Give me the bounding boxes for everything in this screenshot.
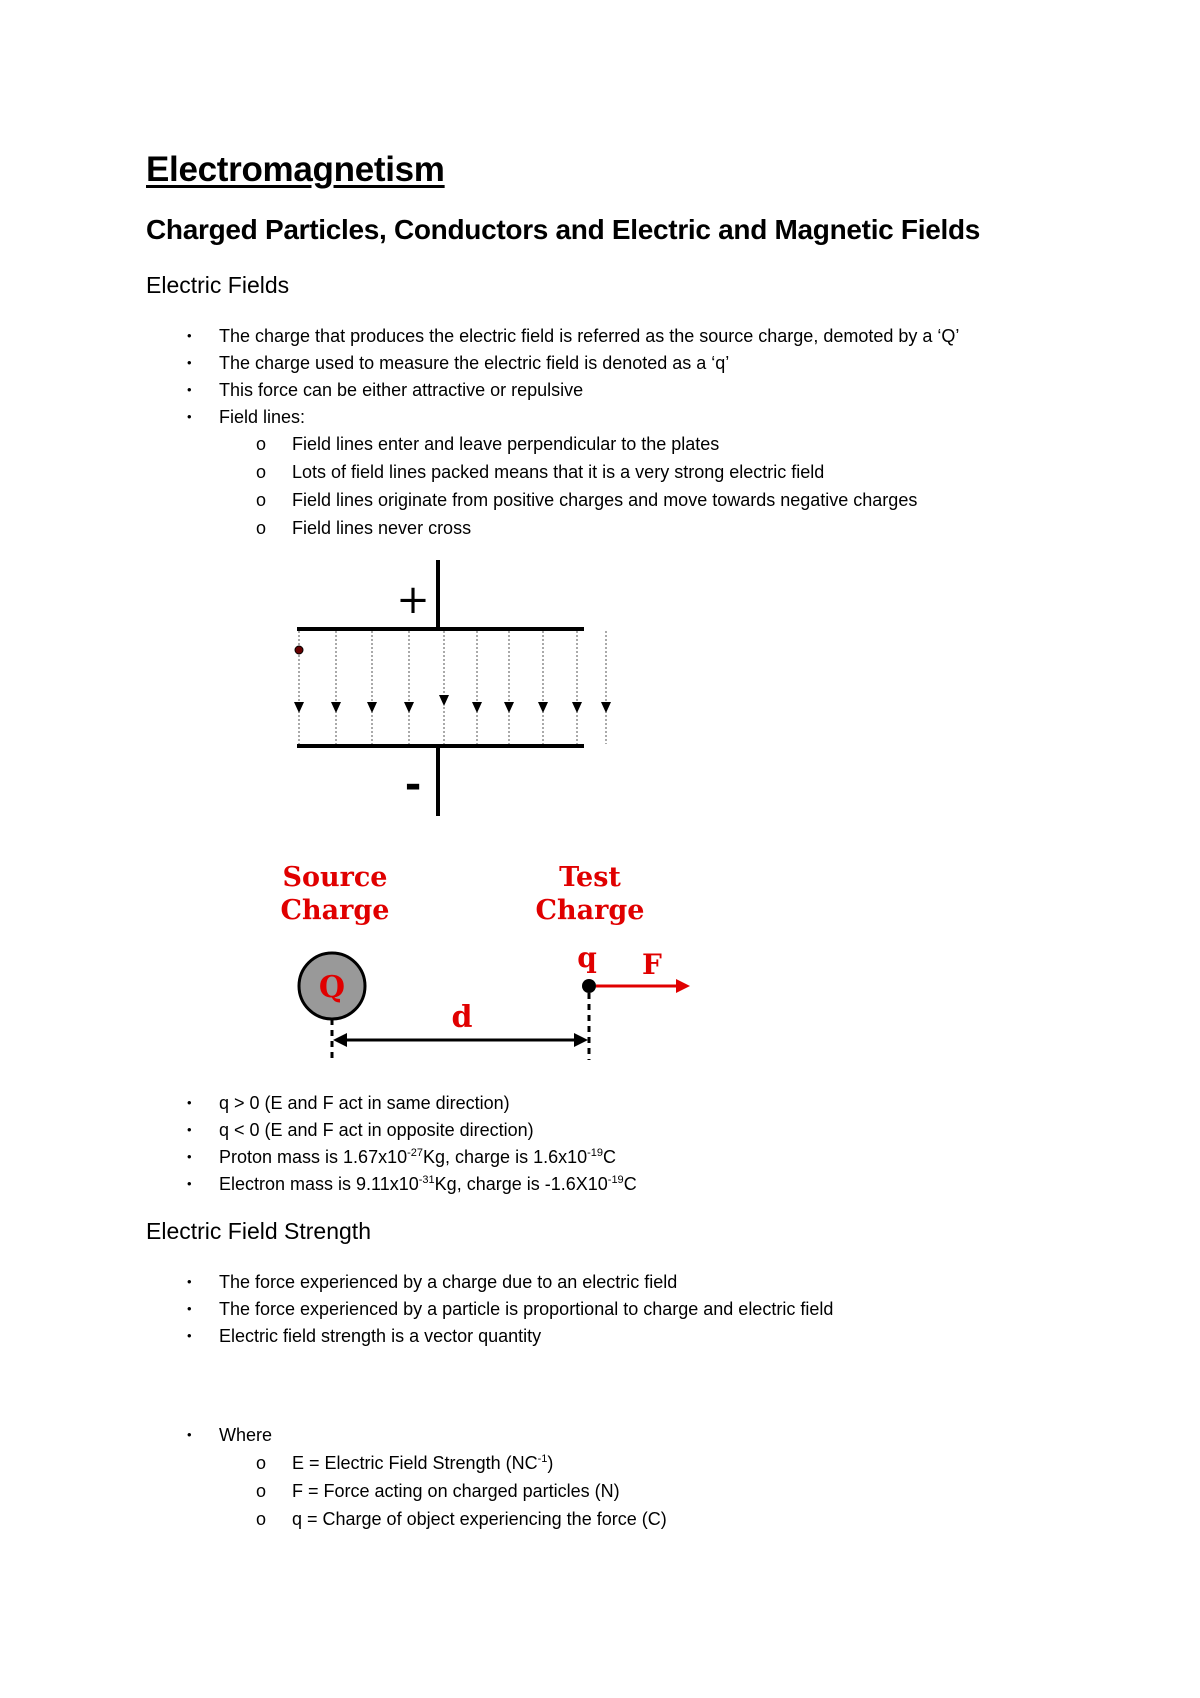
section-heading-electric-fields: Electric Fields <box>146 272 290 298</box>
sub-bullet-marker: o <box>256 462 267 482</box>
sub-list-item: Field lines never cross <box>292 518 472 538</box>
list-item: The charge that produces the electric field is referred as the source charge, demoted by a ‘Q’ <box>219 326 960 346</box>
bullet-marker: • <box>187 1274 192 1289</box>
minus-label: - <box>404 762 422 808</box>
list-item: The force experienced by a particle is proportional to charge and electric field <box>219 1299 834 1319</box>
parallel-plates-figure <box>270 558 620 838</box>
bullet-marker: • <box>187 409 192 424</box>
test-label-line2: Charge <box>535 895 645 926</box>
sub-list-item-e: E = Electric Field Strength $(NC^{-1})$ <box>292 1453 554 1473</box>
source-label-line1: Source <box>282 862 388 893</box>
sub-bullet-marker: o <box>256 1453 267 1473</box>
source-label-line2: Charge <box>280 895 390 926</box>
list-item-electron: Electron mass is $9.11x10^{-31}Kg$, charge is $-1.6X10^{-19}C$ <box>219 1174 637 1194</box>
bullet-marker: • <box>187 1328 192 1343</box>
distance-arrow-right <box>574 1033 588 1047</box>
sub-bullet-marker: o <box>256 1509 267 1529</box>
sub-bullet-marker: o <box>256 490 267 510</box>
sub-list-item: Field lines originate from positive charges and move towards negative charges <box>292 490 918 510</box>
bullet-marker: • <box>187 1095 192 1110</box>
list-item: The force experienced by a charge due to an electric field <box>219 1272 678 1292</box>
list-item: Where <box>219 1425 273 1445</box>
section-heading-electric-field-strength: Electric Field Strength <box>146 1218 371 1244</box>
charged-particle <box>295 646 303 654</box>
distance-symbol: d <box>451 1000 473 1035</box>
force-arrow-head <box>676 979 690 993</box>
sub-bullet-marker: o <box>256 1481 267 1501</box>
bullet-marker: • <box>187 355 192 370</box>
sub-list-item-q: q = Charge of object experiencing the force (C) <box>292 1509 667 1529</box>
bullet-marker: • <box>187 1122 192 1137</box>
sub-bullet-marker: o <box>256 434 267 454</box>
sub-list-item-f: F = Force acting on charged particles (N) <box>292 1481 620 1501</box>
sub-list-item: Lots of field lines packed means that it is a very strong electric field <box>292 462 825 482</box>
bullet-marker: • <box>187 1301 192 1316</box>
list-item: q < 0 (E and F act in opposite direction) <box>219 1120 534 1140</box>
sub-bullet-marker: o <box>256 518 267 538</box>
bullet-marker: • <box>187 1427 192 1442</box>
source-charge-symbol: Q <box>318 970 346 1005</box>
list-item: Electric field strength is a vector quantity <box>219 1326 542 1346</box>
force-symbol: F <box>642 948 662 981</box>
distance-arrow-left <box>333 1033 347 1047</box>
plus-label: + <box>396 577 430 623</box>
test-charge-symbol: q <box>577 941 597 974</box>
list-item: This force can be either attractive or repulsive <box>219 380 584 400</box>
bullet-marker: • <box>187 1149 192 1164</box>
document-subtitle: Charged Particles, Conductors and Electric and Magnetic Fields <box>146 214 981 245</box>
list-item: The charge used to measure the electric field is denoted as a ‘q’ <box>219 353 730 373</box>
source-test-charge-figure <box>270 852 710 1067</box>
list-item: Field lines: <box>219 407 306 427</box>
document-title: Electromagnetism <box>146 150 445 189</box>
bullet-marker: • <box>187 328 192 343</box>
list-item-proton: Proton mass is $1.67x10^{-27}Kg$, charge is $1.6x10^{-19}C$ <box>219 1147 617 1167</box>
test-label-line1: Test <box>559 862 621 893</box>
bullet-marker: • <box>187 1176 192 1191</box>
list-item: q > 0 (E and F act in same direction) <box>219 1093 510 1113</box>
bullet-marker: • <box>187 382 192 397</box>
test-charge-dot <box>582 979 596 993</box>
sub-list-item: Field lines enter and leave perpendicular to the plates <box>292 434 720 454</box>
